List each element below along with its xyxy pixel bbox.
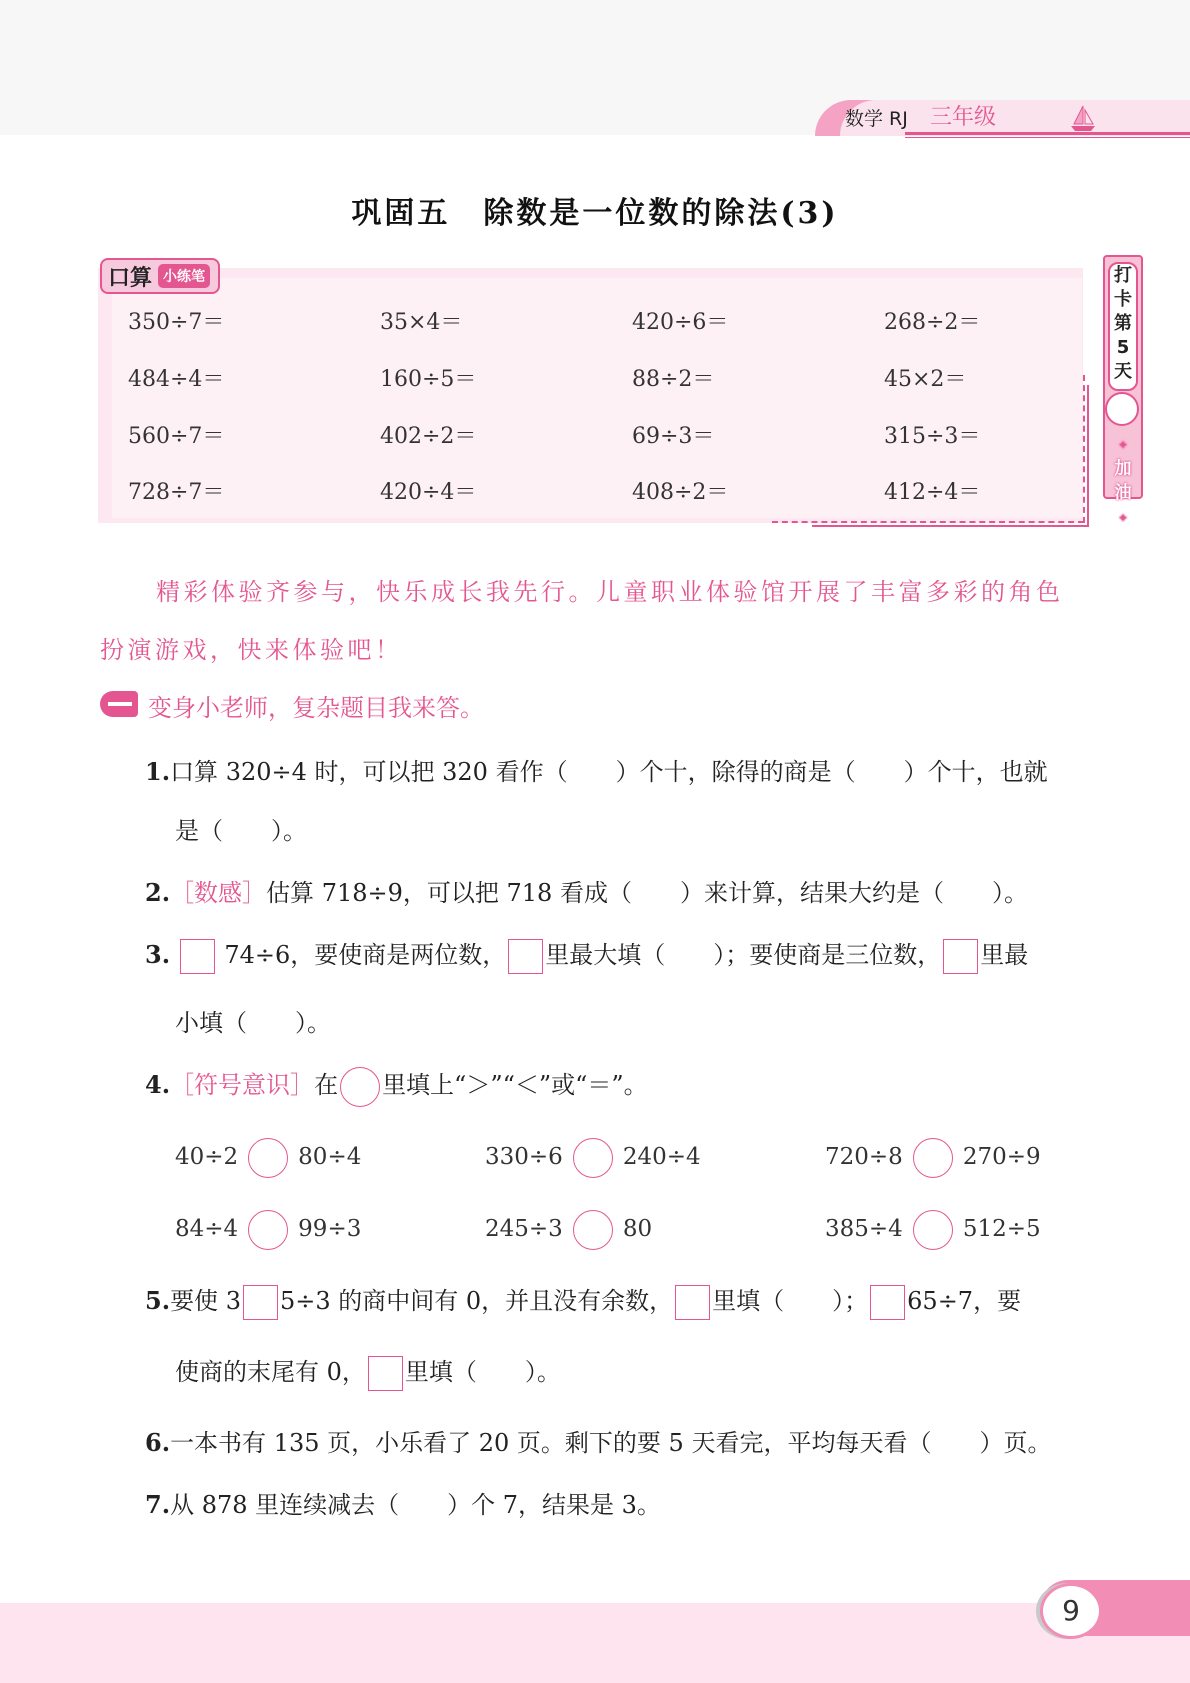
compare-circle[interactable]	[913, 1138, 953, 1178]
compare-item	[825, 1138, 1041, 1178]
sailboat-icon	[1068, 104, 1098, 132]
section-badge-number	[108, 702, 132, 706]
header-rule	[905, 132, 1190, 135]
question-5	[145, 1281, 1021, 1320]
question-3-cont: 小填（ ）。	[175, 1009, 331, 1037]
question-text: 一本书有 135 页，小乐看了 20 页。剩下的要 5 天看完，平均每天看（ ）页。	[170, 1429, 1052, 1457]
oral-item: 315÷3＝	[884, 424, 981, 449]
compare-circle[interactable]	[913, 1210, 953, 1250]
question-text: 里填上“＞”“＜”或“＝”。	[382, 1071, 648, 1099]
answer-box[interactable]	[508, 939, 543, 974]
oral-item: 412÷4＝	[884, 480, 981, 505]
answer-box[interactable]	[243, 1285, 278, 1320]
question-number: 3.	[145, 940, 171, 969]
answer-box[interactable]	[943, 939, 978, 974]
compare-left: 385÷4	[825, 1216, 903, 1242]
checkin-label	[1108, 262, 1138, 391]
compare-left: 330÷6	[485, 1144, 563, 1170]
compare-right: 512÷5	[962, 1216, 1041, 1242]
question-number: 1.	[145, 757, 171, 786]
oral-item: 45×2＝	[884, 367, 967, 392]
question-number: 7.	[145, 1490, 171, 1519]
compare-right: 270÷9	[962, 1144, 1041, 1170]
intro-text: 精彩体验齐参与，快乐成长我先行。儿童职业体验馆开展了丰富多彩的角色扮演游戏，快来体验吧！	[100, 578, 1064, 664]
oral-item: 420÷6＝	[632, 310, 729, 335]
footer-band	[0, 1603, 1190, 1683]
question-tag: ［符号意识］	[170, 1071, 315, 1099]
oral-tag: 小练笔	[158, 264, 210, 288]
oral-item: 160÷5＝	[380, 367, 477, 392]
compare-right: 99÷3	[298, 1216, 362, 1242]
header-grade: 三年级	[930, 105, 997, 130]
question-text: 从 878 里连续减去（ ）个 7，结果是 3。	[170, 1491, 661, 1519]
oral-box-dash	[772, 521, 1084, 523]
compare-item	[175, 1210, 361, 1250]
cheer-text: 加 油	[1114, 459, 1132, 503]
question-6	[145, 1423, 1051, 1458]
oral-label	[100, 258, 220, 294]
question-text: 里最大填（ ）；要使商是三位数，	[545, 941, 942, 969]
oral-item: 560÷7＝	[128, 424, 225, 449]
question-text: 里填（ ）。	[404, 1358, 561, 1386]
question-text: 里最	[980, 941, 1029, 969]
oral-item: 350÷7＝	[128, 310, 225, 335]
question-1-cont: 是（ ）。	[175, 817, 307, 845]
star-icon: ✦	[1117, 438, 1129, 452]
answer-box[interactable]	[675, 1285, 710, 1320]
answer-box[interactable]	[368, 1356, 403, 1391]
question-text: 使商的末尾有 0，	[175, 1358, 366, 1386]
question-text: 在	[314, 1071, 339, 1099]
star-icon: ✦	[1117, 511, 1129, 525]
compare-item	[175, 1138, 361, 1178]
question-7	[145, 1485, 661, 1520]
compare-circle[interactable]	[573, 1210, 613, 1250]
question-number: 5.	[145, 1286, 171, 1315]
oral-item: 35×4＝	[380, 310, 463, 335]
compare-left: 40÷2	[175, 1144, 239, 1170]
question-text: 74÷6，要使商是两位数，	[224, 941, 507, 969]
question-text: 65÷7，要	[907, 1287, 1022, 1315]
question-text: 口算 320÷4 时，可以把 320 看作（ ）个十，除得的商是（ ）个十，也就	[170, 758, 1048, 786]
oral-box-dash	[1083, 375, 1085, 523]
compare-circle-icon	[340, 1067, 380, 1107]
question-1	[145, 752, 1048, 787]
compare-circle[interactable]	[248, 1210, 288, 1250]
question-3	[145, 935, 1028, 974]
oral-box-border	[812, 525, 1089, 527]
question-text: 要使 3	[170, 1287, 241, 1315]
oral-item: 484÷4＝	[128, 367, 225, 392]
oral-item: 402÷2＝	[380, 424, 477, 449]
oral-box-border	[1087, 385, 1089, 525]
header-subject: 数学 RJ	[845, 108, 908, 130]
compare-circle[interactable]	[573, 1138, 613, 1178]
question-number: 2.	[145, 878, 171, 907]
question-number: 4.	[145, 1070, 171, 1099]
question-tag: ［数感］	[170, 879, 267, 907]
compare-item	[485, 1138, 701, 1178]
question-number: 6.	[145, 1428, 171, 1457]
question-4	[145, 1065, 648, 1107]
section-title: 变身小老师，复杂题目我来答。	[148, 694, 484, 722]
compare-right: 240÷4	[622, 1144, 701, 1170]
compare-left: 720÷8	[825, 1144, 903, 1170]
cheer-label	[1109, 432, 1137, 530]
compare-right: 80÷4	[298, 1144, 362, 1170]
question-text: 里填（ ）；	[712, 1287, 869, 1315]
compare-item	[485, 1210, 652, 1250]
question-2	[145, 873, 1028, 908]
question-5-cont	[175, 1352, 561, 1391]
page-title: 巩固五 除数是一位数的除法(3)	[351, 196, 839, 231]
oral-item: 728÷7＝	[128, 480, 225, 505]
compare-circle[interactable]	[248, 1138, 288, 1178]
oral-item: 69÷3＝	[632, 424, 715, 449]
question-text: 估算 718÷9，可以把 718 看成（ ）来计算，结果大约是（ ）。	[266, 879, 1028, 907]
oral-item: 88÷2＝	[632, 367, 715, 392]
checkin-text: 打 卡 第 5 天	[1114, 265, 1132, 382]
oral-label-text: 口算	[108, 265, 153, 291]
oral-item: 420÷4＝	[380, 480, 477, 505]
page-number: 9	[1040, 1583, 1102, 1639]
answer-box[interactable]	[870, 1285, 905, 1320]
compare-right: 80	[622, 1216, 653, 1242]
compare-item	[825, 1210, 1041, 1250]
question-text: 5÷3 的商中间有 0，并且没有余数，	[279, 1287, 674, 1315]
header-rule-thin	[905, 137, 1190, 138]
compare-left: 84÷4	[175, 1216, 239, 1242]
oral-item: 268÷2＝	[884, 310, 981, 335]
compare-left: 245÷3	[485, 1216, 563, 1242]
oral-item: 408÷2＝	[632, 480, 729, 505]
checkin-circle[interactable]	[1105, 392, 1139, 426]
answer-box[interactable]	[180, 939, 215, 974]
